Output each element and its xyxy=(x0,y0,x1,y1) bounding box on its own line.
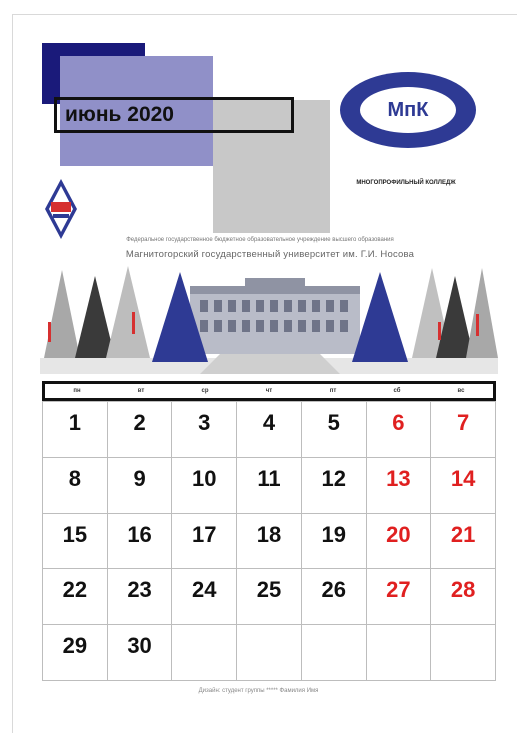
day-cell: 22 xyxy=(43,569,108,625)
day-cell-weekend: 27 xyxy=(367,569,432,625)
day-cell: 10 xyxy=(172,458,237,514)
day-cell-weekend: 13 xyxy=(367,458,432,514)
day-cell-weekend: 6 xyxy=(367,402,432,458)
weekday-label: ср xyxy=(201,388,209,394)
day-cell: 16 xyxy=(108,514,173,570)
calendar-grid xyxy=(42,401,496,681)
day-cell: 29 xyxy=(43,625,108,681)
day-cell: 2 xyxy=(108,402,173,458)
weekday-label: сб xyxy=(393,388,401,394)
page-border-left xyxy=(12,14,13,733)
day-cell: 8 xyxy=(43,458,108,514)
university-subtitle: Федеральное государственное бюджетное образовательное учреждение высшего образования xyxy=(126,237,394,243)
university-emblem-icon xyxy=(44,178,78,240)
day-cell: 12 xyxy=(302,458,367,514)
day-cell: 26 xyxy=(302,569,367,625)
weekday-label: вс xyxy=(457,388,465,394)
college-logo-text: МпК xyxy=(360,87,456,133)
day-cell: 9 xyxy=(108,458,173,514)
day-cell: 18 xyxy=(237,514,302,570)
day-cell: 24 xyxy=(172,569,237,625)
college-logo xyxy=(340,72,476,148)
day-cell: 1 xyxy=(43,402,108,458)
day-cell: 17 xyxy=(172,514,237,570)
campus-illustration xyxy=(40,262,498,374)
day-cell: 4 xyxy=(237,402,302,458)
day-cell-empty xyxy=(367,625,432,681)
weekday-label: чт xyxy=(265,388,273,394)
day-cell-empty xyxy=(302,625,367,681)
page-border-top xyxy=(12,14,517,15)
day-cell: 11 xyxy=(237,458,302,514)
day-cell: 3 xyxy=(172,402,237,458)
university-name: Магнитогорский государственный университет им. Г.И. Носова xyxy=(125,249,415,260)
day-cell: 23 xyxy=(108,569,173,625)
day-cell: 19 xyxy=(302,514,367,570)
day-cell-weekend: 7 xyxy=(431,402,496,458)
day-cell-weekend: 21 xyxy=(431,514,496,570)
weekday-label: пн xyxy=(73,388,81,394)
day-cell-empty xyxy=(237,625,302,681)
month-title: июнь 2020 xyxy=(54,97,294,133)
footer-credit: Дизайн: студент группы ***** Фамилия Имя xyxy=(198,688,319,694)
day-cell-empty xyxy=(431,625,496,681)
day-cell: 25 xyxy=(237,569,302,625)
day-cell-empty xyxy=(172,625,237,681)
day-cell-weekend: 20 xyxy=(367,514,432,570)
day-cell: 30 xyxy=(108,625,173,681)
day-cell-weekend: 14 xyxy=(431,458,496,514)
day-cell: 5 xyxy=(302,402,367,458)
college-name: МНОГОПРОФИЛЬНЫЙ КОЛЛЕДЖ xyxy=(356,180,456,186)
weekday-header xyxy=(42,381,496,401)
weekday-label: вт xyxy=(137,388,145,394)
weekday-label: пт xyxy=(329,388,337,394)
day-cell-weekend: 28 xyxy=(431,569,496,625)
day-cell: 15 xyxy=(43,514,108,570)
